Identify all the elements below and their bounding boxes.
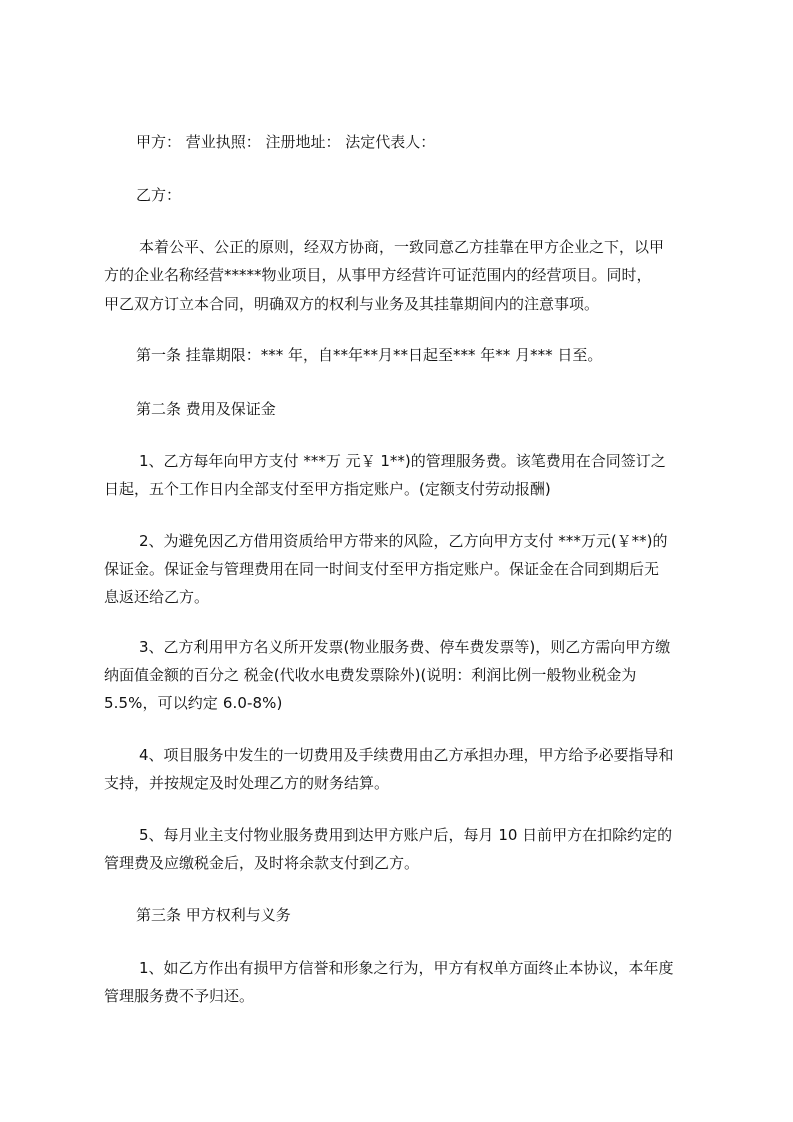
article-2-item-3-line-2: 纳面值金额的百分之 税金(代收水电费发票除外)(说明：利润比例一般物业税金为 [104, 666, 637, 684]
article-2-item-2-line-1: 2、为避免因乙方借用资质给甲方带来的风险，乙方向甲方支付 ***万元(￥**)的 [139, 532, 668, 550]
article-3-item-1-line-2: 管理服务费不予归还。 [104, 987, 255, 1005]
article-2-item-1-line-2: 日起，五个工作日内全部支付至甲方指定账户。(定额支付劳动报酬) [104, 480, 551, 498]
article-2-item-5-line-2: 管理费及应缴税金后，及时将余款支付到乙方。 [104, 854, 420, 872]
article-2-item-3-line-3: 5.5%，可以约定 6.0-8%) [104, 694, 283, 712]
article-2-item-3-line-1: 3、乙方利用甲方名义所开发票(物业服务费、停车费发票等)，则乙方需向甲方缴 [139, 638, 671, 656]
article-2-item-2-line-2: 保证金。保证金与管理费用在同一时间支付至甲方指定账户。保证金在合同到期后无 [104, 560, 660, 578]
article-2-item-5-line-1: 5、每月业主支付物业服务费用到达甲方账户后，每月 10 日前甲方在扣除约定的 [139, 826, 673, 844]
article-1-line: 第一条 挂靠期限：*** 年，自**年**月**日起至*** 年** 月*** 日至。 [136, 346, 603, 364]
article-2-item-4-line-1: 4、项目服务中发生的一切费用及手续费用由乙方承担办理，甲方给予必要指导和 [139, 746, 674, 764]
article-2-item-2-line-3: 息返还给乙方。 [104, 588, 210, 606]
article-2-item-1-line-1: 1、乙方每年向甲方支付 ***万 元￥ 1**)的管理服务费。该笔费用在合同签订之 [139, 452, 666, 470]
article-3-item-1-line-1: 1、如乙方作出有损甲方信誉和形象之行为，甲方有权单方面终止本协议，本年度 [139, 959, 674, 977]
article-2-heading: 第二条 费用及保证金 [136, 400, 276, 418]
preamble-line-2: 方的企业名称经营*****物业项目，从事甲方经营许可证范围内的经营项目。同时， [104, 266, 652, 284]
party-a-line: 甲方： 营业执照： 注册地址： 法定代表人： [136, 133, 436, 151]
article-2-item-4-line-2: 支持，并按规定及时处理乙方的财务结算。 [104, 774, 390, 792]
article-3-heading: 第三条 甲方权利与义务 [136, 906, 291, 924]
party-b-line: 乙方： [136, 186, 182, 204]
preamble-line-3: 甲乙双方订立本合同，明确双方的权利与业务及其挂靠期间内的注意事项。 [104, 295, 600, 313]
preamble-line-1: 本着公平、公正的原则，经双方协商，一致同意乙方挂靠在甲方企业之下，以甲 [139, 238, 665, 256]
